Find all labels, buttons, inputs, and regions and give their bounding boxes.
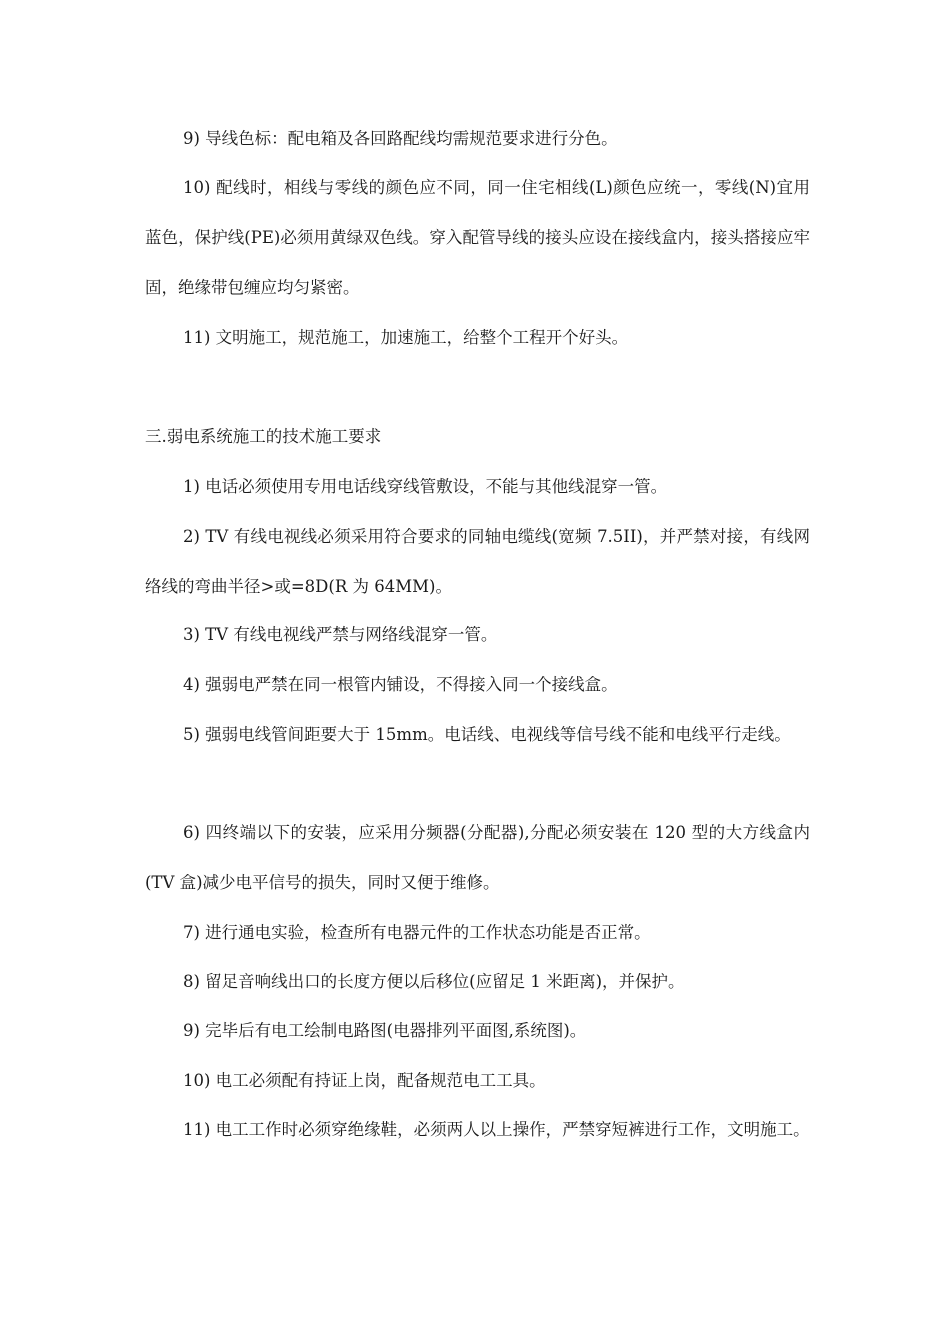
paragraph-b5: 5) 强弱电线管间距要大于 15mm。电话线、电视线等信号线不能和电线平行走线。 [183,725,791,744]
paragraph-b11: 11) 电工工作时必须穿绝缘鞋，必须两人以上操作，严禁穿短裤进行工作，文明施工。 [183,1120,810,1139]
section-heading: 三.弱电系统施工的技术施工要求 [145,427,382,446]
paragraph-a10: 10) 配线时，相线与零线的颜色应不同，同一住宅相线(L)颜色应统一，零线(N)宜用蓝色，保护线(PE)必须用黄绿双色线。穿入配管导线的接头应设在接线盒内，接头搭接应牢固，绝缘带包缠应均匀紧密。 [145,178,810,297]
paragraph-b6: 6) 四终端以下的安装，应采用分频器(分配器),分配必须安装在 120 型的大方线盒内(TV 盒)减少电平信号的损失，同时又便于维修。 [145,823,810,892]
paragraph-b2: 2) TV 有线电视线必须采用符合要求的同轴电缆线(宽频 7.5II)，并严禁对接，有线网络线的弯曲半径>或=8D(R 为 64MM)。 [145,527,810,596]
paragraph-b8: 8) 留足音响线出口的长度方便以后移位(应留足 1 米距离)，并保护。 [183,972,685,991]
paragraph-b3: 3) TV 有线电视线严禁与网络线混穿一管。 [183,625,498,644]
paragraph-b10: 10) 电工必须配有持证上岗，配备规范电工工具。 [183,1071,546,1090]
paragraph-a11: 11) 文明施工，规范施工，加速施工，给整个工程开个好头。 [183,328,629,347]
paragraph-b4: 4) 强弱电严禁在同一根管内铺设，不得接入同一个接线盒。 [183,675,618,694]
paragraph-a9: 9) 导线色标：配电箱及各回路配线均需规范要求进行分色。 [183,129,618,148]
paragraph-b7: 7) 进行通电实验，检查所有电器元件的工作状态功能是否正常。 [183,923,651,942]
paragraph-b9: 9) 完毕后有电工绘制电路图(电器排列平面图,系统图)。 [183,1021,587,1040]
paragraph-b1: 1) 电话必须使用专用电话线穿线管敷设，不能与其他线混穿一管。 [183,477,668,496]
